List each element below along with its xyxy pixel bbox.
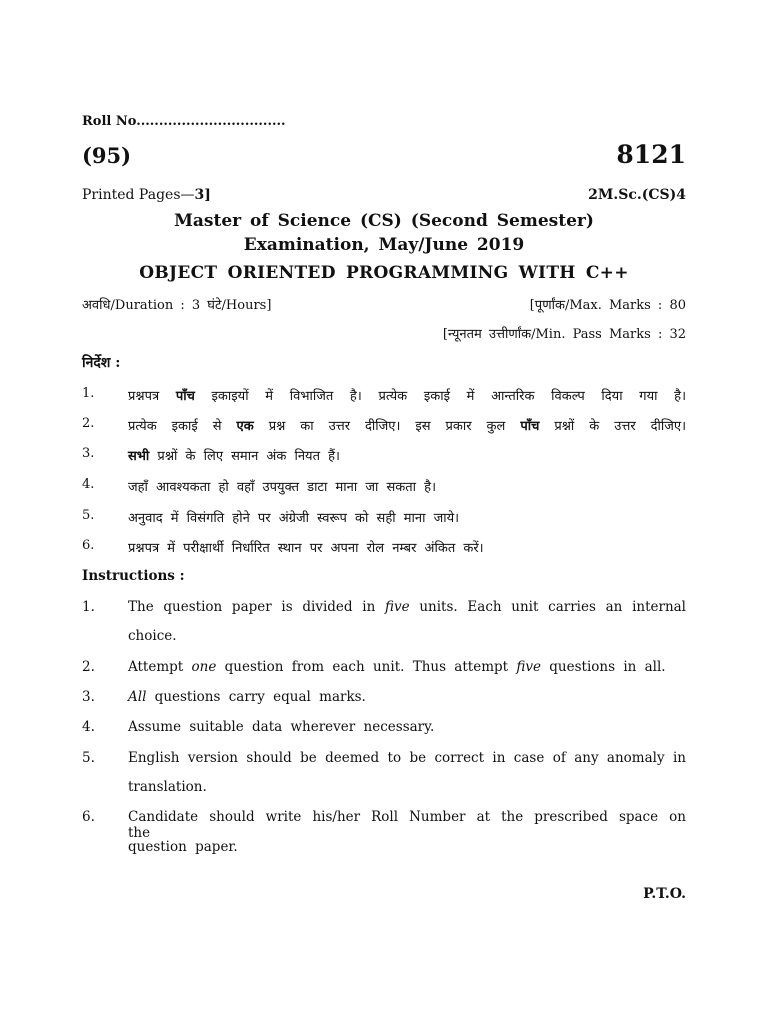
item-text	[128, 689, 686, 705]
item-text-line1: Candidate should write his/her Roll Number at the prescribed space on the	[128, 809, 686, 841]
item-number: 4.	[82, 719, 95, 735]
item-text-line2: choice.	[128, 628, 177, 644]
item-number: 2.	[82, 659, 95, 675]
text-segment: units. Each unit carries an internal	[409, 599, 687, 615]
text-segment: question from each unit. Thus attempt	[216, 659, 517, 675]
min-pass-marks: [न्यूनतम उत्तीर्णांक/Min. Pass Marks : 32	[442, 327, 686, 342]
exam-title-line1: Master of Science (CS) (Second Semester)	[174, 211, 594, 231]
item-text	[128, 416, 686, 434]
emphasis: five	[516, 659, 541, 675]
text-segment: इकाइयों में विभाजित है। प्रत्येक इकाई में आन्तरिक विकल्प दिया गया है।	[194, 389, 687, 404]
text-segment: प्रश्नपत्र	[128, 389, 176, 404]
item-number: 6.	[82, 538, 95, 553]
text-segment: The question paper is divided in	[128, 599, 386, 615]
max-marks: [पूर्णांक/Max. Marks : 80	[529, 298, 686, 313]
emphasis: पाँच	[175, 389, 195, 404]
item-text-line2: translation.	[128, 779, 207, 795]
item-text: प्रश्नपत्र में परीक्षार्थी निर्धारित स्थान पर अपना रोल नम्बर अंकित करें।	[128, 541, 484, 556]
item-text	[128, 386, 686, 404]
item-number: 3.	[82, 689, 95, 705]
printed-pages	[82, 187, 211, 203]
item-number: 2.	[82, 416, 95, 431]
item-number: 5.	[82, 508, 95, 523]
printed-pages-value: 3]	[194, 187, 211, 203]
item-text-line1	[128, 599, 686, 615]
emphasis: पाँच	[520, 419, 540, 434]
duration: अवधि/Duration : 3 घंटे/Hours]	[82, 298, 272, 313]
roll-number-field: Roll No.................................	[82, 114, 286, 129]
item-text	[128, 659, 686, 675]
text-segment: questions carry equal marks.	[146, 689, 366, 705]
paper-code-left: (95)	[82, 143, 132, 168]
item-text: Assume suitable data wherever necessary.	[128, 719, 435, 735]
item-text: अनुवाद में विसंगति होने पर अंग्रेजी स्वरूप को सही माना जाये।	[128, 511, 460, 526]
text-segment: प्रत्येक इकाई से	[128, 419, 237, 434]
english-instructions-heading: Instructions :	[82, 568, 185, 584]
item-number: 3.	[82, 446, 95, 461]
text-segment: questions in all.	[540, 659, 666, 675]
exam-title-line2: Examination, May/June 2019	[243, 235, 525, 255]
item-text	[128, 446, 686, 464]
please-turn-over: P.T.O.	[643, 886, 686, 902]
item-number: 5.	[82, 750, 95, 766]
emphasis: All	[128, 689, 147, 705]
emphasis: five	[385, 599, 410, 615]
item-text: जहाँ आवश्यकता हो वहाँ उपयुक्त डाटा माना जा सकता है।	[128, 480, 436, 495]
text-segment: प्रश्नों के लिए समान अंक नियत हैं।	[149, 449, 340, 464]
emphasis: one	[191, 659, 217, 675]
item-text-line1: English version should be deemed to be correct in case of any anomaly in	[128, 750, 686, 766]
emphasis: सभी	[128, 449, 150, 464]
item-number: 1.	[82, 386, 95, 401]
item-number: 1.	[82, 599, 95, 615]
course-code: 2M.Sc.(CS)4	[588, 187, 686, 203]
paper-code-right: 8121	[616, 140, 686, 169]
text-segment: प्रश्नों के उत्तर दीजिए।	[539, 419, 687, 434]
item-text-line2: question paper.	[128, 839, 238, 855]
item-number: 4.	[82, 477, 95, 492]
text-segment: प्रश्न का उत्तर दीजिए। इस प्रकार कुल	[253, 419, 521, 434]
item-number: 6.	[82, 809, 95, 825]
printed-pages-label: Printed Pages—	[82, 187, 195, 203]
subject-title: OBJECT ORIENTED PROGRAMMING WITH C++	[139, 263, 629, 283]
text-segment: Attempt	[128, 659, 192, 675]
emphasis: एक	[236, 419, 254, 434]
hindi-instructions-heading: निर्देश :	[82, 355, 121, 371]
